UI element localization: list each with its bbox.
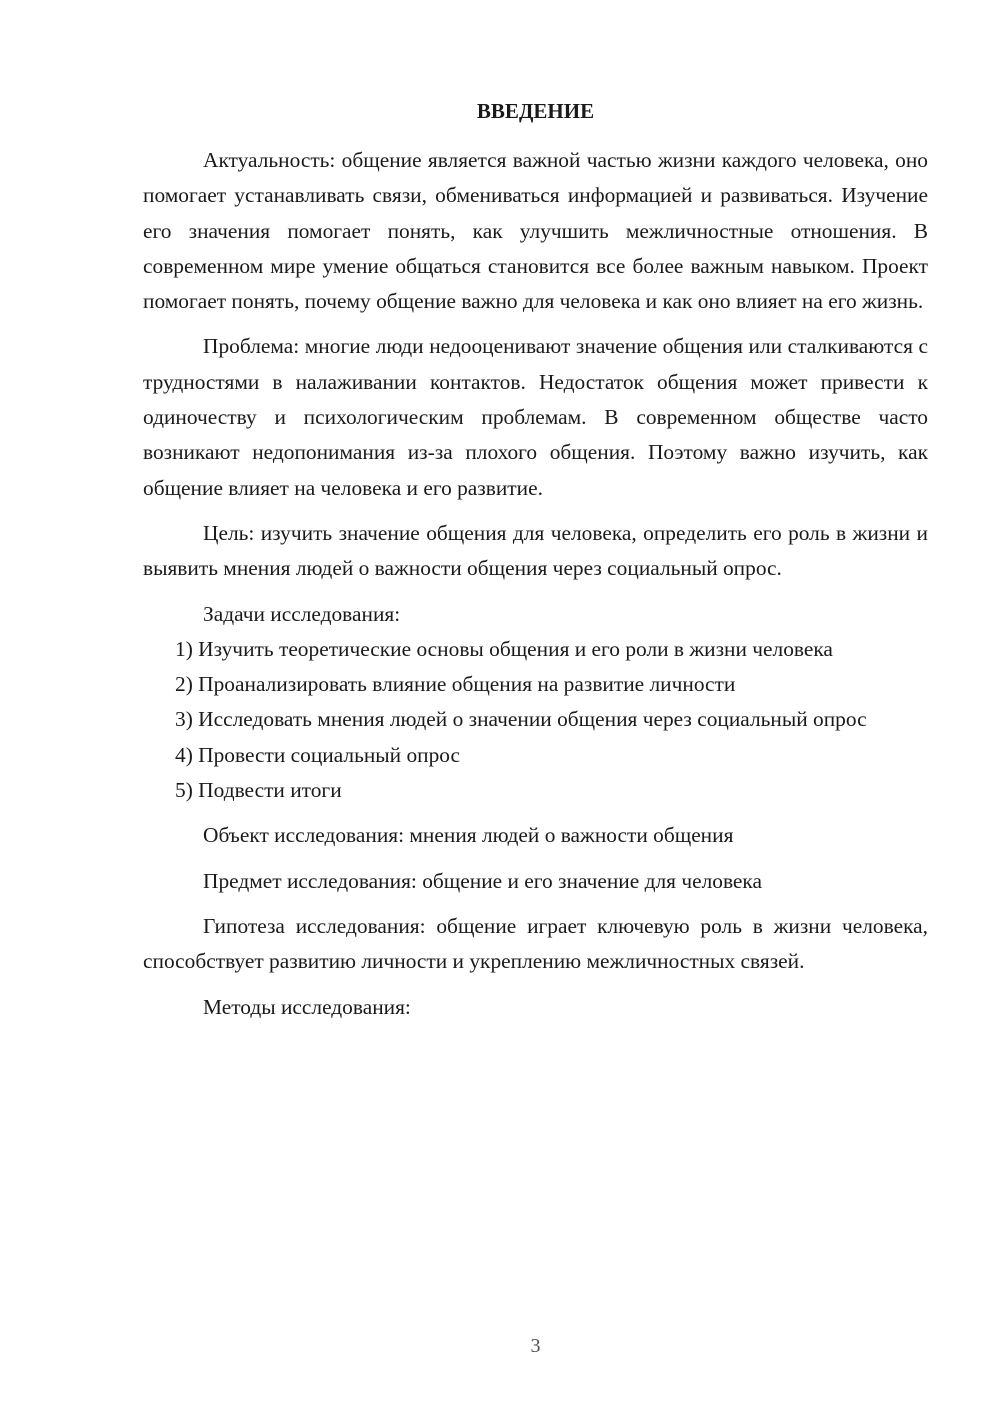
page-number: 3 — [530, 1335, 541, 1357]
paragraph-object: Объект исследования: мнения людей о важности общения — [203, 823, 734, 848]
tasks-heading: Задачи исследования: — [203, 601, 401, 626]
list-item: 3) Исследовать мнения людей о значении общения через социальный опрос — [175, 707, 867, 732]
paragraph-relevance: Актуальность: общение является важной частью жизни каждого человека, оно помогает устанавливать связи, обмениваться информацией и развиваться. Изучение его значения помогает понять, как улучшить межличностные отношения. В современном мире умение общаться становится все более важным навыком. Проект помогает понять, почему общение важно для человека и как оно влияет на его жизнь. — [143, 148, 928, 314]
list-item: 2) Проанализировать влияние общения на развитие личности — [175, 672, 736, 697]
methods-heading: Методы исследования: — [203, 994, 411, 1019]
paragraph-hypothesis: Гипотеза исследования: общение играет ключевую роль в жизни человека, способствует развитию личности и укреплению межличностных связей. — [143, 913, 928, 974]
list-item: 5) Подвести итоги — [175, 778, 342, 803]
paragraph-problem: Проблема: многие люди недооценивают значение общения или сталкиваются с трудностями в налаживании контактов. Недостаток общения может привести к одиночеству и психологическим проблемам. В современном обществе часто возникают недопонимания из-за плохого общения. Поэтому важно изучить, как общение влияет на человека и его развитие. — [143, 334, 928, 500]
list-item: 1) Изучить теоретические основы общения и его роли в жизни человека — [175, 636, 833, 661]
document-page — [143, 0, 928, 1414]
tasks-list — [143, 632, 928, 808]
page-title: ВВЕДЕНИЕ — [476, 99, 595, 123]
paragraph-subject: Предмет исследования: общение и его значение для человека — [203, 868, 762, 893]
paragraph-goal: Цель: изучить значение общения для человека, определить его роль в жизни и выявить мнения людей о важности общения через социальный опрос. — [143, 520, 928, 581]
document-body — [143, 143, 928, 1025]
list-item: 4) Провести социальный опрос — [175, 742, 461, 767]
